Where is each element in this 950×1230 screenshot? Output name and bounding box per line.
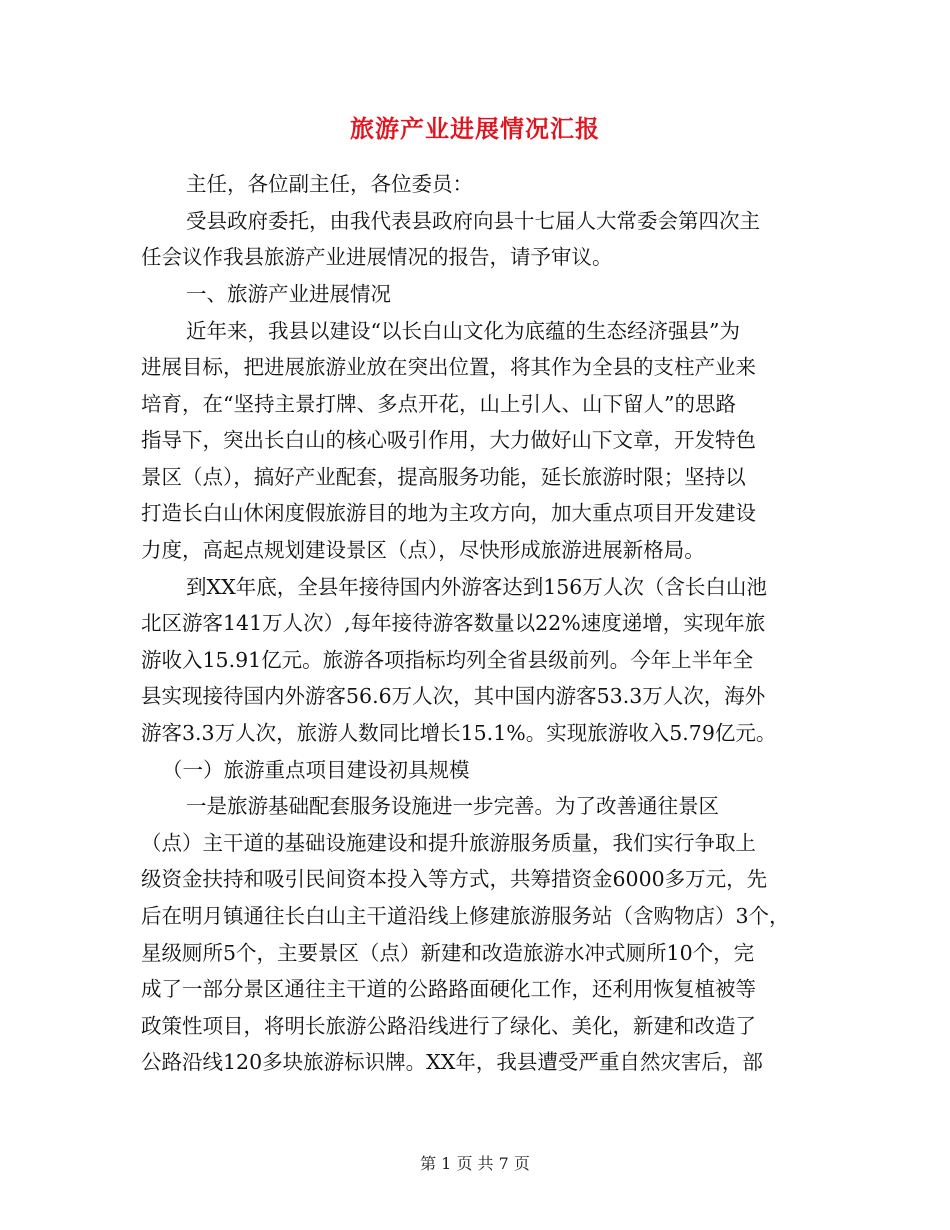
body-line: 级资金扶持和吸引民间资本投入等方式，共筹措资金6000多万元，先: [141, 867, 768, 891]
body-line: 培育，在“坚持主景打牌、多点开花，山上引人、山下留人”的思路: [141, 392, 736, 416]
body-line: 进展目标，把进展旅游业放在突出位置，将其作为全县的支柱产业来: [141, 355, 756, 379]
body-line: 县实现接待国内外游客56.6万人次，其中国内游客53.3万人次，海外: [141, 684, 766, 708]
body-line: 游收入15.91亿元。旅游各项指标均列全省县级前列。今年上半年全: [141, 648, 754, 672]
body-line: 受县政府委托，由我代表县政府向县十七届人大常委会第四次主: [186, 209, 760, 233]
greeting-line: 主任，各位副主任，各位委员：: [186, 172, 473, 196]
body-line: 近年来，我县以建设“以长白山文化为底蕴的生态经济强县”为: [186, 319, 740, 343]
body-line: 景区（点），搞好产业配套，提高服务功能，延长旅游时限；坚持以: [141, 465, 746, 489]
section-heading: 一、旅游产业进展情况: [186, 282, 391, 306]
body-line: 一是旅游基础配套服务设施进一步完善。为了改善通往景区: [186, 794, 719, 818]
body-line: 公路沿线120多块旅游标识牌。XX年，我县遭受严重自然灾害后，部: [141, 1050, 763, 1074]
body-line: 游客3.3万人次，旅游人数同比增长15.1%。实现旅游收入5.79亿元。: [141, 721, 777, 745]
subsection-heading: （一）旅游重点项目建设初具规模: [162, 758, 470, 782]
body-line: 打造长白山休闲度假旅游目的地为主攻方向，加大重点项目开发建设: [141, 501, 756, 525]
body-line: 到XX年底，全县年接待国内外游客达到156万人次（含长白山池: [186, 575, 767, 599]
body-line: 政策性项目，将明长旅游公路沿线进行了绿化、美化，新建和改造了: [141, 1014, 756, 1038]
body-line: （点）主干道的基础设施建设和提升旅游服务质量，我们实行争取上: [141, 831, 756, 855]
body-line: 后在明月镇通往长白山主干道沿线上修建旅游服务站（含购物店）3个，: [141, 904, 790, 928]
body-line: 北区游客141万人次）,每年接待游客数量以22%速度递增，实现年旅: [141, 611, 766, 635]
body-line: 任会议作我县旅游产业进展情况的报告，请予审议。: [141, 245, 613, 269]
body-line: 力度，高起点规划建设景区（点），尽快形成旅游进展新格局。: [141, 538, 705, 562]
body-line: 指导下，突出长白山的核心吸引作用，大力做好山下文章，开发特色: [141, 428, 756, 452]
document-title: 旅游产业进展情况汇报: [350, 114, 600, 143]
body-line: 成了一部分景区通往主干道的公路路面硬化工作，还利用恢复植被等: [141, 977, 756, 1001]
body-line: 星级厕所5个，主要景区（点）新建和改造旅游水冲式厕所10个，完: [141, 941, 755, 965]
page-number-footer: 第 1 页 共 7 页: [420, 1154, 530, 1173]
